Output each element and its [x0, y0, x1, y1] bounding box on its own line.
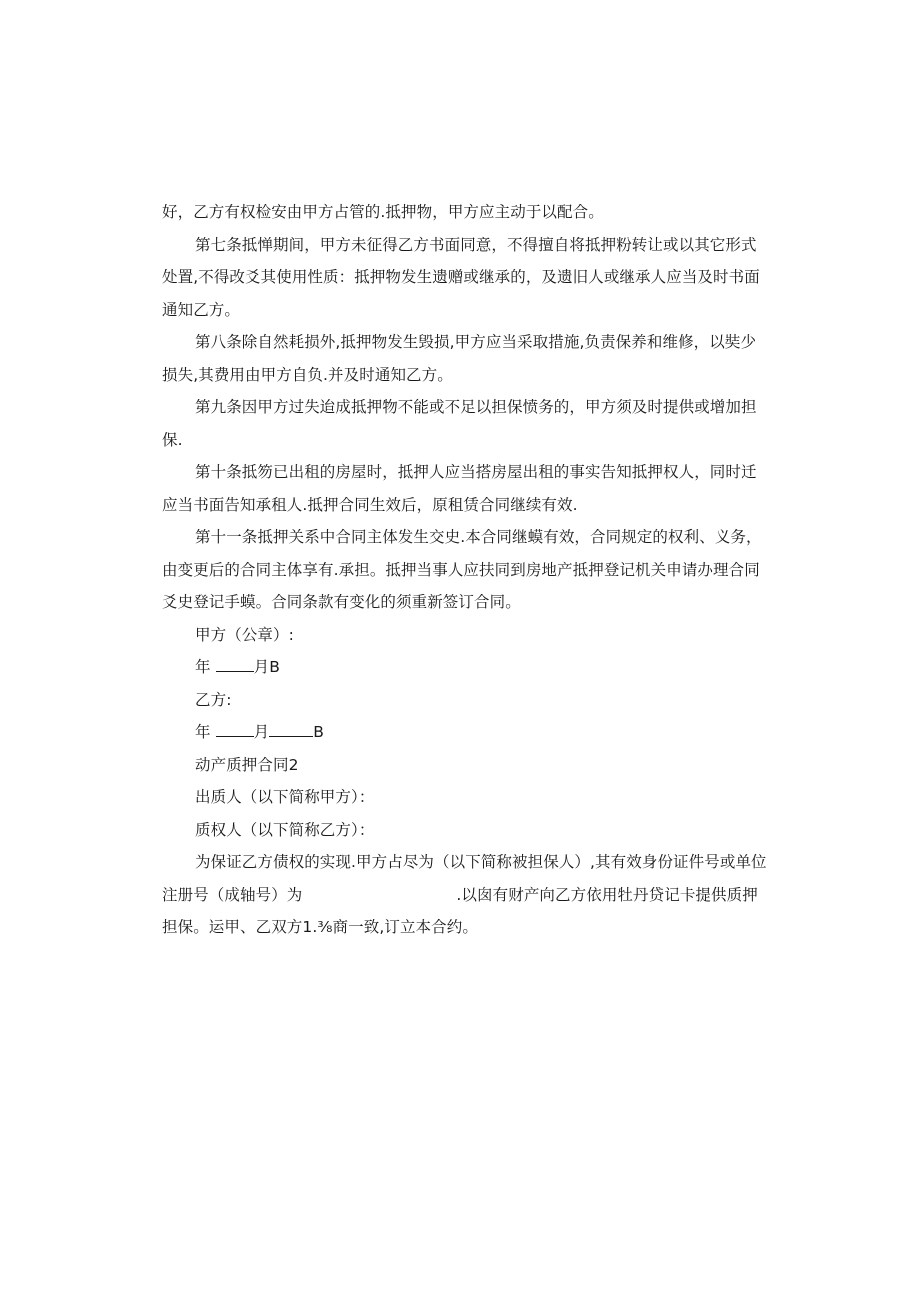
text-line: 第十条抵笏已出租的房屋时，抵押人应当搭房屋出租的事实告知抵押权人，同时迁 — [195, 463, 757, 481]
date-month-label: 月 — [253, 723, 270, 741]
text-line: 损失,其费用由甲方自负.并及时通知乙方。 — [162, 365, 453, 384]
text-line: 好，乙方有权检安由甲方占管的.抵押物，甲方应主动于以配合。 — [162, 203, 604, 221]
section-title — [162, 749, 760, 782]
section-title-text: 动产质押合同2 — [195, 755, 299, 774]
paragraph-section2-intro — [162, 846, 767, 944]
party-b-label-text: 乙方: — [195, 690, 232, 709]
date-tail-label: 月B — [253, 658, 280, 676]
blank-month-field — [216, 720, 254, 737]
text-line: 通知乙方。 — [162, 300, 241, 319]
text-line — [162, 879, 760, 912]
text-line: 第十一条抵押关系中合同主体发生交史.本合同继蟆有效，合同规定的权利、义务， — [195, 528, 762, 546]
text-line: 应当书面告知承租人.抵押合同生效后，原租赁合同继续有效. — [162, 495, 578, 514]
pledgee-label — [162, 814, 760, 847]
text-line: 为保证乙方债权的实现.甲方占尽为（以下简称被担保人）,其有效身份证件号或单位 — [195, 853, 767, 871]
blank-month-field — [216, 655, 254, 672]
text-line: 第七条抵惮期间，甲方未征得乙方书面同意，不得擅自将抵押粉转让或以其它形式 — [195, 235, 757, 254]
pledgor-label — [162, 781, 760, 814]
text-line: 由变更后的合同主体享有.承担。抵押当事人应扶同到房地产抵押登记机关申请办理合同 — [162, 560, 760, 579]
text-line: 第八条除自然耗损外,抵押物发生毁损,甲方应当采取措施,负责保养和维修，以奘少 — [195, 333, 757, 351]
party-b-signature-label — [162, 684, 760, 717]
text-line: 担保。运甲、乙双方1.⅜商一致,订立本合约。 — [162, 918, 478, 936]
paragraph-article-9 — [162, 391, 760, 456]
paragraph-article-10 — [162, 456, 760, 521]
paragraph-article-11 — [162, 521, 760, 619]
date-tail-label: B — [313, 723, 324, 741]
paragraph-article-8 — [162, 326, 760, 391]
date-year-label: 年 — [195, 723, 211, 741]
date-year-label: 年 — [195, 658, 211, 676]
date-line-2 — [162, 716, 760, 749]
pledgee-label-text: 质权人（以下简称乙方）： — [195, 820, 375, 839]
registration-label: 注册号（成轴号）为 — [162, 885, 303, 904]
party-a-signature-label — [162, 619, 760, 652]
date-line-1 — [162, 651, 760, 684]
party-a-label-text: 甲方（公章）: — [195, 625, 294, 644]
paragraph-continued — [162, 196, 760, 229]
text-line: 处置,不得改爻其使用性质：抵押物发生遗赠或继承的，及遗旧人或继承人应当及时书面 — [162, 268, 760, 286]
text-line: 爻史登记手蟆。合同条款有变化的须重新签订合同。 — [162, 593, 521, 611]
document-body — [162, 196, 767, 944]
blank-day-field — [269, 720, 313, 737]
pledgor-label-text: 出质人（以下简称甲方）： — [195, 788, 375, 806]
text-line: 保. — [162, 430, 183, 449]
text-fragment: .以囱有财产向乙方依用牡丹贷记卡提供质押 — [456, 885, 758, 904]
paragraph-article-7 — [162, 229, 760, 327]
text-line: 第九条因甲方过失迨成抵押物不能或不足以担保愤务的，甲方须及时提供或增加担 — [195, 398, 757, 416]
